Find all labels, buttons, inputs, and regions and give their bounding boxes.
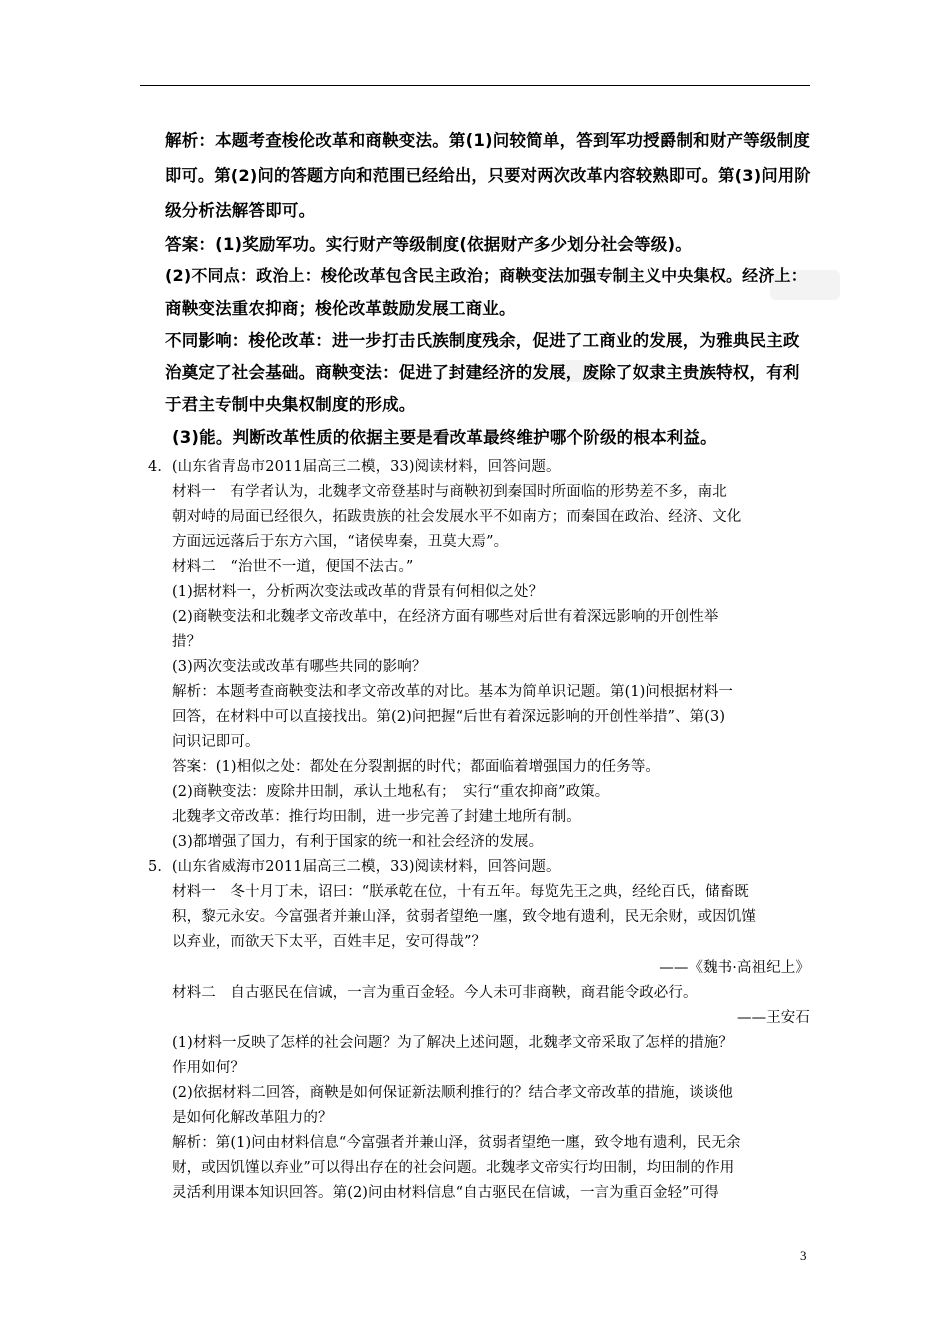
question-5-line: 以弃业，而欲天下太平，百姓丰足，安可得哉”？ <box>172 934 487 950</box>
header-rule <box>140 85 810 86</box>
question-4-title: 4．(山东省青岛市2011届高三二模，33)阅读材料，回答问题。 <box>148 459 561 475</box>
question-5-line: 是如何化解改革阻力的？ <box>172 1110 333 1126</box>
question-5-line: 积，黎元永安。今富强者并兼山泽，贫弱者望绝一廛，致令地有遗利，民无余财，或因饥馑 <box>172 909 756 925</box>
question-5-line: 解析：第(1)问由材料信息“今富强者并兼山泽，贫弱者望绝一廛，致令地有遗利，民无余 <box>172 1135 741 1151</box>
question-4-line: (2)商鞅变法和北魏孝文帝改革中，在经济方面有哪些对后世有着深远影响的开创性举 <box>172 609 719 625</box>
question-4-line: (1)据材料一，分析两次变法或改革的背景有何相似之处？ <box>172 584 544 600</box>
question-4-line: 材料二 “治世不一道，便国不法古。” <box>172 559 414 575</box>
question-4-line: 回答，在材料中可以直接找出。第(2)问把握“后世有着深远影响的开创性举措”、第(3) <box>172 709 726 725</box>
question-5-line: 材料一 冬十月丁未，诏曰：“朕承乾在位，十有五年。每览先王之典，经纶百氏，储畜既 <box>172 884 749 900</box>
question-4-line: 朝对峙的局面已经很久，拓跋贵族的社会发展水平不如南方；而秦国在政治、经济、文化 <box>172 509 742 525</box>
analysis-line: 级分析法解答即可。 <box>165 201 316 220</box>
question-5-line: 作用如何？ <box>172 1060 245 1076</box>
answer-line: (2)不同点：政治上：梭伦改革包含民主政治；商鞅变法加强专制主义中央集权。经济上： <box>165 266 807 285</box>
answer-line: 答案：(1)奖励军功。实行财产等级制度(依据财产多少划分社会等级)。 <box>165 235 692 254</box>
answer-line: 商鞅变法重农抑商；梭伦改革鼓励发展工商业。 <box>165 299 516 318</box>
question-5-line: (1)材料一反映了怎样的社会问题？为了解决上述问题，北魏孝文帝采取了怎样的措施？ <box>172 1035 734 1051</box>
question-4-line: 措？ <box>172 634 202 650</box>
page-number: 3 <box>800 1248 807 1263</box>
answer-line: 不同影响：梭伦改革：进一步打击氏族制度残余，促进了工商业的发展，为雅典民主政 <box>165 331 800 350</box>
question-5-line: 灵活利用课本知识回答。第(2)问由材料信息“自古驱民在信诚，一言为重百金轻”可得 <box>172 1185 719 1201</box>
analysis-line: 解析：本题考查梭伦改革和商鞅变法。第(1)问较简单，答到军功授爵制和财产等级制度 <box>165 131 811 150</box>
question-5-line: 财，或因饥馑以弃业”可以得出存在的社会问题。北魏孝文帝实行均田制，均田制的作用 <box>172 1160 735 1176</box>
source-citation: ——王安石 <box>737 1010 810 1026</box>
answer-line: (3)能。判断改革性质的依据主要是看改革最终维护哪个阶级的根本利益。 <box>172 428 717 447</box>
question-4-line: 方面远远落后于东方六国，“诸侯卑秦，丑莫大焉”。 <box>172 534 509 550</box>
answer-line: 于君主专制中央集权制度的形成。 <box>165 395 416 414</box>
question-4-line: 答案：(1)相似之处：都处在分裂割据的时代；都面临着增强国力的任务等。 <box>172 759 661 775</box>
answer-line: 治奠定了社会基础。商鞅变法：促进了封建经济的发展，废除了奴隶主贵族特权，有利 <box>165 363 800 382</box>
source-citation: ——《魏书·高祖纪上》 <box>659 960 810 976</box>
analysis-line: 即可。第(2)问的答题方向和范围已经给出，只要对两次改革内容较熟即可。第(3)问用阶 <box>165 166 811 185</box>
question-4-line: 材料一 有学者认为，北魏孝文帝登基时与商鞅初到秦国时所面临的形势差不多，南北 <box>172 484 727 500</box>
question-5-line: (2)依据材料二回答，商鞅是如何保证新法顺利推行的？结合孝文帝改革的措施，谈谈他 <box>172 1085 734 1101</box>
question-5-title: 5．(山东省威海市2011届高三二模，33)阅读材料，回答问题。 <box>148 859 561 875</box>
question-4-line: (2)商鞅变法：废除井田制，承认土地私有； 实行“重农抑商”政策。 <box>172 784 610 800</box>
question-4-line: (3)两次变法或改革有哪些共同的影响？ <box>172 659 427 675</box>
question-4-line: 北魏孝文帝改革：推行均田制，进一步完善了封建土地所有制。 <box>172 809 581 825</box>
question-4-line: 解析：本题考查商鞅变法和孝文帝改革的对比。基本为简单识记题。第(1)问根据材料一 <box>172 684 734 700</box>
question-5-line: 材料二 自古驱民在信诚，一言为重百金轻。今人未可非商鞅，商君能令政必行。 <box>172 985 698 1001</box>
question-4-line: 问识记即可。 <box>172 734 260 750</box>
question-4-line: (3)都增强了国力，有利于国家的统一和社会经济的发展。 <box>172 834 544 850</box>
